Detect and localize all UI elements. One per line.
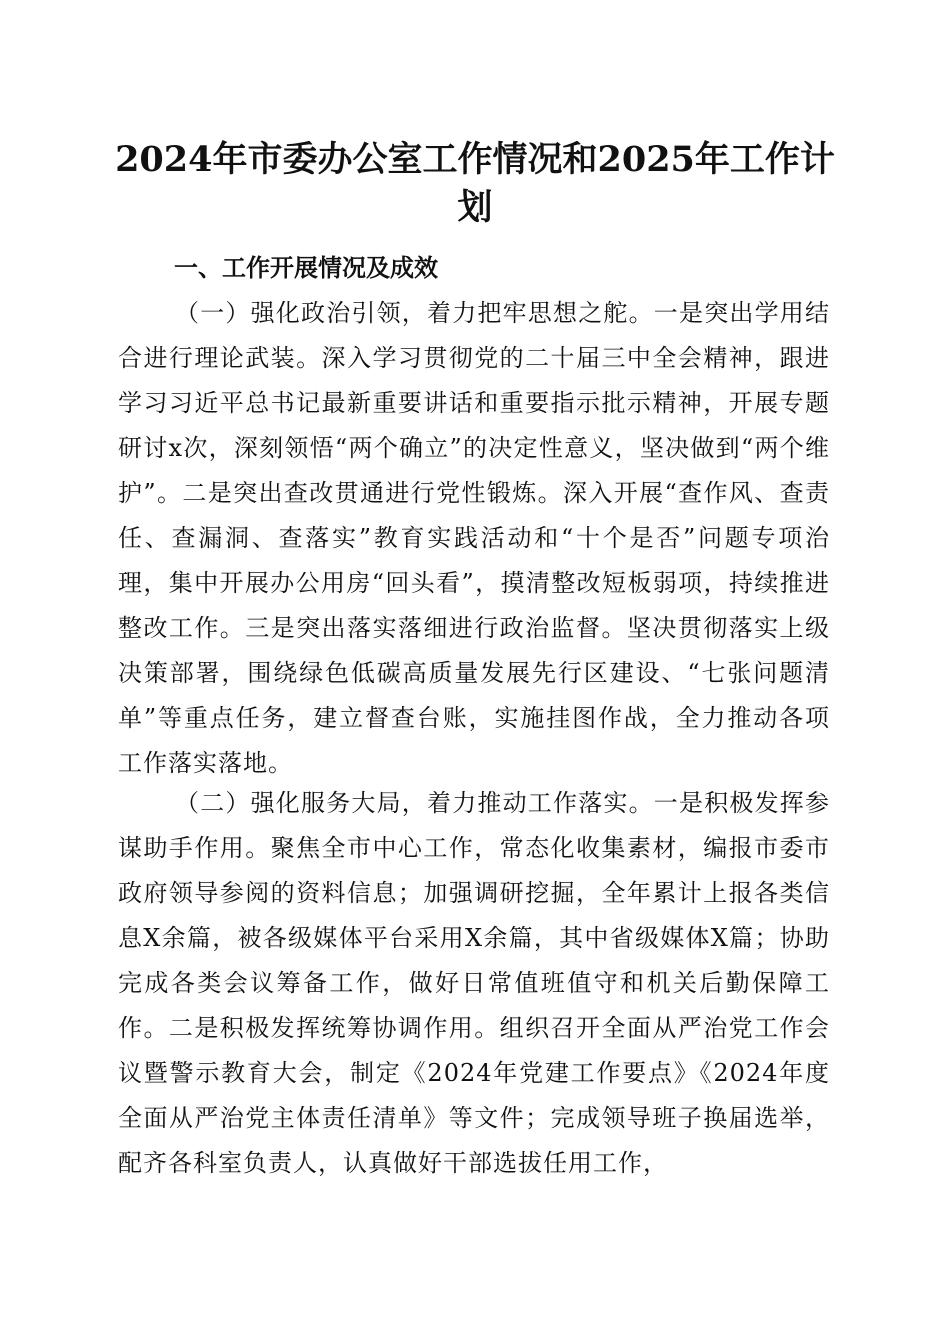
section-heading: 一、工作开展情况及成效: [174, 254, 438, 282]
paragraph-1: （一）强化政治引领，着力把牢思想之舵。一是突出学用结合进行理论武装。深入学习贯彻党的二十届三中全会精神，跟进学习习近平总书记最新重要讲话和重要指示批示精神，开展专题研讨x次，深刻领悟“两个确立”的决定性意义，坚决做到“两个维护”。二是突出查改贯通进行党性锻炼。深入开展“查作风、查责任、查漏洞、查落实”教育实践活动和“十个是否”问题专项治理，集中开展办公用房“回头看”，摸清整改短板弱项，持续推进整改工作。三是突出落实落细进行政治监督。坚决贯彻落实上级决策部署，围绕绿色低碳高质量发展先行区建设、“七张问题清单”等重点任务，建立督查台账，实施挂图作战，全力推动各项工作落实落地。: [118, 299, 830, 777]
paragraph-2: （二）强化服务大局，着力推动工作落实。一是积极发挥参谋助手作用。聚焦全市中心工作，常态化收集素材，编报市委市政府领导参阅的资料信息；加强调研挖掘，全年累计上报各类信息X余篇，被各级媒体平台采用X余篇，其中省级媒体X篇；协助完成各类会议筹备工作，做好日常值班值守和机关后勤保障工作。二是积极发挥统筹协调作用。组织召开全面从严治党工作会议暨警示教育大会，制定《2024年党建工作要点》《2024年度全面从严治党主体责任清单》等文件；完成领导班子换届选举，配齐各科室负责人，认真做好干部选拔任用工作，: [118, 789, 830, 1177]
document-title: 2024年市委办公室工作情况和2025年工作计划: [115, 139, 835, 228]
